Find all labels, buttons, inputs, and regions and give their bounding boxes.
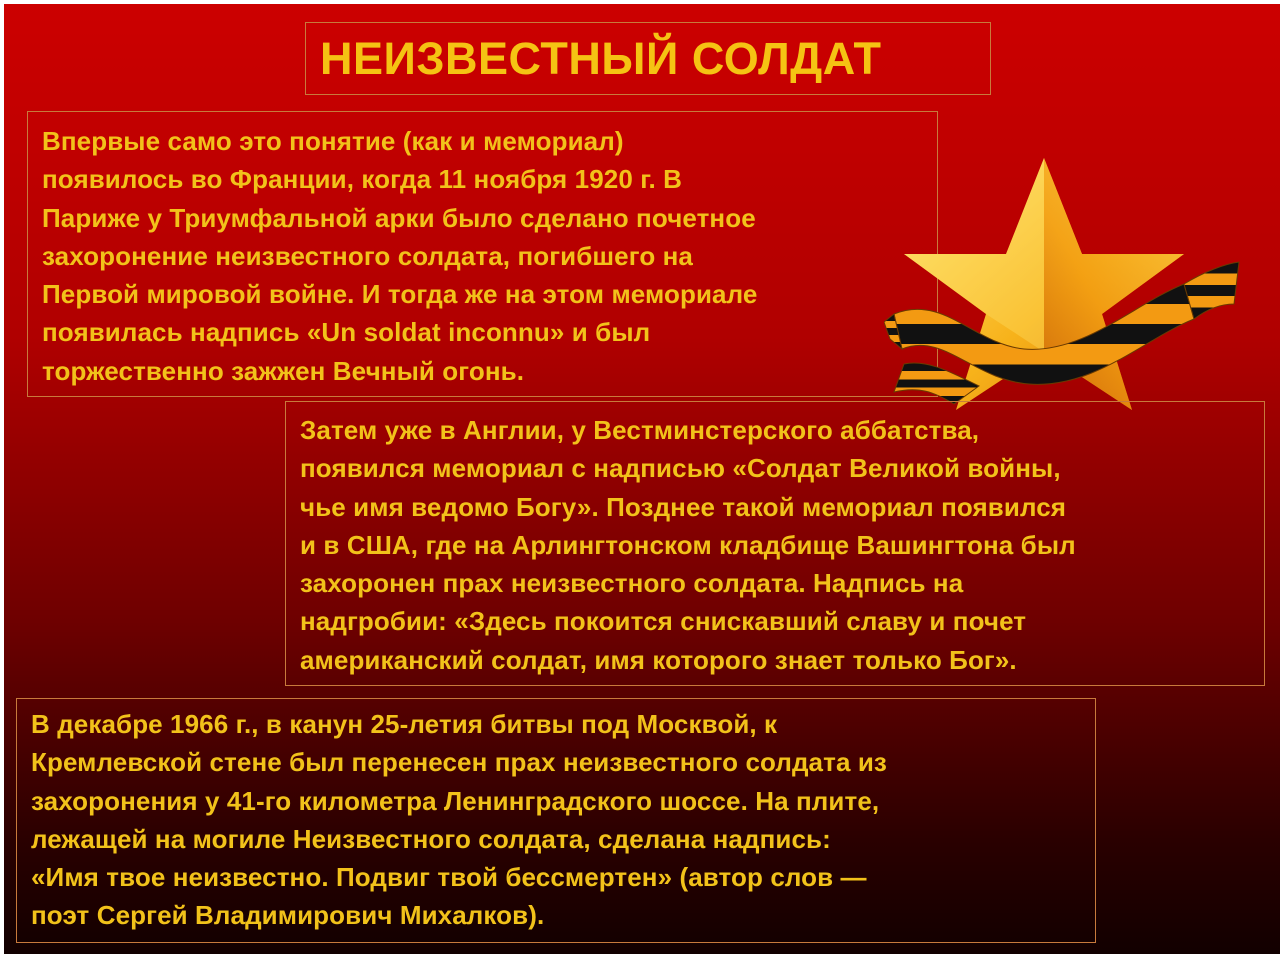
title-box	[305, 22, 991, 95]
slide	[4, 4, 1280, 954]
text-box-england-usa	[285, 401, 1265, 686]
text-box-france	[27, 111, 938, 397]
text-box-moscow	[16, 698, 1096, 943]
paragraph-moscow: В декабре 1966 г., в канун 25-летия битвы под Москвой, к Кремлевской стене был перенесен прах неизвестного солдата из захоронения у 41-го километра Ленинградского шоссе. На плите, лежащей на могиле Неизвестного солдата, сделана надпись: «Имя твое неизвестно. Подвиг твой бессмертен» (автор слов — поэт Сергей Владимирович Михалков).	[31, 709, 887, 931]
paragraph-france: Впервые само это понятие (как и мемориал) появилось во Франции, когда 11 ноября 1920 г. В Париже у Триумфальной арки было сделано почетное захоронение неизвестного солдата, погибшего на Первой мировой войне. И тогда же на этом мемориале появилась надпись «Un soldat inconnu» и был торжественно зажжен Вечный огонь.	[42, 126, 758, 386]
star-with-st-george-ribbon-icon	[884, 154, 1244, 414]
slide-title: НЕИЗВЕСТНЫЙ СОЛДАТ	[320, 33, 882, 84]
paragraph-england-usa: Затем уже в Англии, у Вестминстерского аббатства, появился мемориал с надписью «Солдат Великой войны, чье имя ведомо Богу». Позднее такой мемориал появился и в США, где на Арлингтонском кладбище Вашингтона был захоронен прах неизвестного солдата. Надпись на надгробии: «Здесь покоится снискавший славу и почет американский солдат, имя которого знает только Бог».	[300, 415, 1076, 675]
